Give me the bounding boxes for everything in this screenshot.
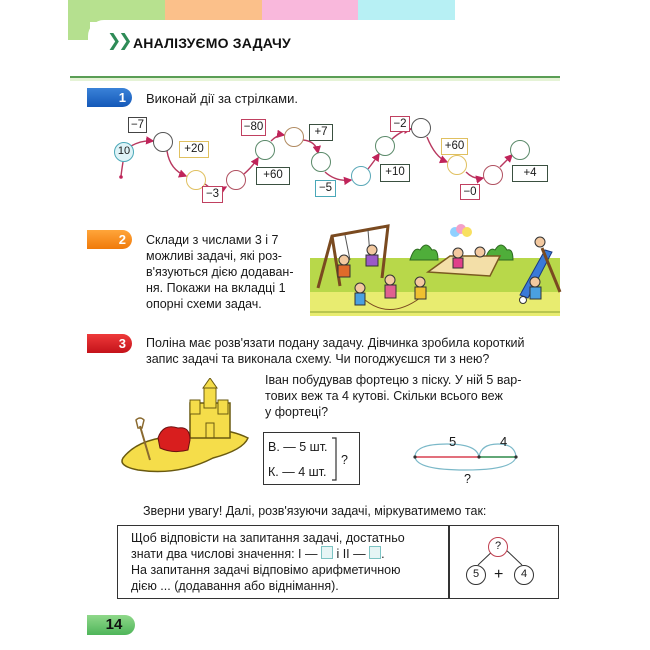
op-box: +10	[380, 164, 410, 182]
sandcastle-illustration	[118, 378, 258, 478]
task-2-line: Склади з числами 3 і 7	[146, 233, 279, 247]
task-3-line: Поліна має розв'язати подану задачу. Дівчинка зробила короткий	[146, 336, 525, 350]
chain-circle-answer[interactable]	[483, 165, 503, 185]
short-record-row-1: В. — 5 шт.	[268, 440, 328, 454]
op-box: −2	[390, 116, 410, 132]
task-3-text	[146, 335, 566, 367]
op-box: +60	[256, 167, 290, 185]
task-2-line: опорні схеми задач.	[146, 297, 262, 311]
playground-illustration	[310, 220, 565, 320]
op-box: +4	[512, 165, 548, 182]
chain-circle-answer[interactable]	[375, 136, 395, 156]
note-line-part: і ІІ —	[336, 547, 366, 561]
blank-square-1[interactable]	[321, 546, 333, 559]
note-line	[131, 546, 446, 562]
short-record-question: ?	[341, 453, 348, 467]
chain-circle-answer[interactable]	[311, 152, 331, 172]
note-line: дією ... (додавання або віднімання).	[131, 579, 339, 593]
op-box: −7	[128, 117, 147, 133]
page-number: 14	[87, 615, 135, 635]
task-1-instruction: Виконай дії за стрілками.	[146, 91, 298, 106]
task-3-number-tab: 3	[87, 334, 132, 353]
note-line-part: знати два числові значення: І —	[131, 547, 318, 561]
problem-line: у фортеці?	[265, 405, 329, 419]
task-1-number-tab: 1	[87, 88, 132, 107]
scheme-left-label: 5	[449, 434, 457, 449]
note-heading: Зверни увагу! Далі, розв'язуючи задачі, міркуватимемо так:	[143, 504, 487, 518]
op-box: −3	[202, 186, 223, 203]
problem-line: тових веж та 4 кутові. Скільки всього веж	[265, 389, 503, 403]
chain-circle-answer[interactable]	[255, 140, 275, 160]
op-box: −80	[241, 119, 266, 136]
section-title: АНАЛІЗУЄМО ЗАДАЧУ	[133, 35, 291, 51]
op-box: −0	[460, 184, 480, 200]
tree-left-circle: 5	[466, 565, 486, 585]
double-chevron-right-icon: ❯❯	[107, 31, 130, 51]
chain-circle-answer[interactable]	[284, 127, 304, 147]
short-record-row-2: К. — 4 шт.	[268, 465, 327, 479]
scheme-right-label: 4	[500, 434, 508, 449]
chain-circle-answer[interactable]	[411, 118, 431, 138]
task-2-line: в'язуються дією додаван-	[146, 265, 294, 279]
op-box: +7	[309, 124, 333, 141]
op-box: −5	[315, 180, 336, 197]
op-box: +20	[179, 141, 209, 158]
tree-top-circle: ?	[488, 537, 508, 557]
task-2-number-tab: 2	[87, 230, 132, 249]
note-text	[131, 530, 446, 594]
chain-circle-answer[interactable]	[351, 166, 371, 186]
scheme-total-label: ?	[464, 472, 471, 486]
task-3-line: запис задачі та виконала схему. Чи погоджуєшся ти з нею?	[146, 352, 490, 366]
chain-circle-answer[interactable]	[447, 155, 467, 175]
task-2-line: ня. Покажи на вкладці 1	[146, 281, 286, 295]
chain-circle-answer[interactable]	[226, 170, 246, 190]
chain-circle-start: 10	[114, 142, 134, 162]
op-box: +60	[441, 138, 468, 155]
tree-right-circle: 4	[514, 565, 534, 585]
blank-square-2[interactable]	[369, 546, 381, 559]
task-2-text	[146, 232, 301, 312]
tree-operator: +	[494, 566, 504, 583]
note-divider	[448, 525, 450, 599]
note-line: Щоб відповісти на запитання задачі, достатньо	[131, 531, 405, 545]
note-line-part: .	[381, 547, 385, 561]
problem-line: Іван побудував фортецю з піску. У ній 5 вар-	[265, 373, 522, 387]
chain-circle-answer[interactable]	[510, 140, 530, 160]
task-3-problem	[265, 372, 565, 420]
note-line: На запитання задачі відповімо арифметичною	[131, 563, 401, 577]
chain-circle-answer[interactable]	[153, 132, 173, 152]
task-2-line: можливі задачі, які роз-	[146, 249, 282, 263]
